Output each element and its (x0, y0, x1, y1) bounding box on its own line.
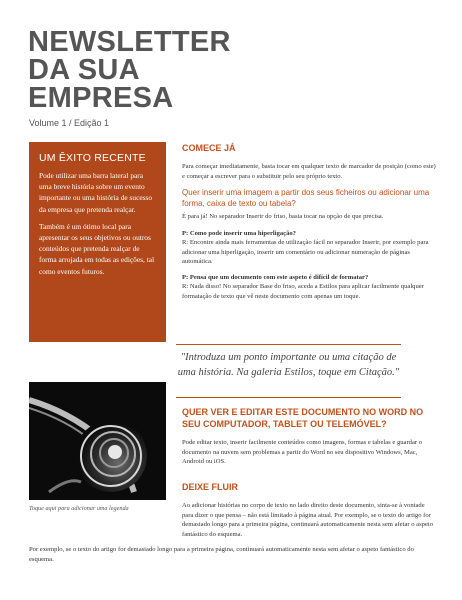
let-it-flow-body[interactable]: Ao adicionar histórias no corpo de texto no lado direito deste documento, sinta-se à vontade para dizer o que pensa – não está limitado à página atual. Por exemplo, se o texto do artigo for demasiado longo para a primeira página, continuará automaticamente nesta sem afetar o aspeto fantástico do esquema. (182, 502, 434, 538)
volume-edition[interactable]: Volume 1 / Edição 1 (29, 118, 110, 128)
answer-1[interactable]: R: Encontre ainda mais ferramentas de utilização fácil no separador Inserir, por exemplo para adicionar uma hiperligação, inserir um comentário ou adicionar numeração de páginas automática. (182, 239, 429, 265)
edit-in-word-body[interactable]: Pode editar texto, inserir facilmente conteúdos como imagens, formas e tabelas e guardar o documento na nuvem sem problemas a partir do Word no seu dispositivo Windows, Mac, Android ou iOS. (182, 439, 423, 465)
sidebar-title: UM ÊXITO RECENTE (39, 152, 146, 164)
sidebar-paragraph-1: Pode utilizar uma barra lateral para uma breve história sobre um evento importante ou uma história de sucesso da empresa que pretenda realçar. (39, 171, 153, 214)
violin-scroll-image[interactable] (29, 382, 166, 500)
violin-scroll-illustration (29, 382, 166, 500)
masthead-line-3: EMPRESA (28, 82, 174, 114)
masthead-line-2: DA SUA (28, 54, 140, 86)
section-edit-in-word (182, 406, 437, 467)
pull-quote-text: "Introduza um ponto importante ou uma citação de uma história. Na galeria Estilos, toque em Citação." (177, 352, 400, 378)
section-get-started (182, 142, 437, 301)
image-caption[interactable]: Toque aqui para adicionar uma legenda (29, 505, 129, 512)
pull-quote[interactable] (176, 344, 401, 398)
insert-image-subheading[interactable]: Quer inserir uma imagem a partir dos seus ficheiros ou adicionar uma forma, caixa de texto ou tabela? (182, 188, 430, 208)
section-let-it-flow (182, 481, 437, 539)
answer-2[interactable]: R: Nada disso! No separador Base do friso, aceda a Estilos para aplicar facilmente qualquer formatação de texto que vê neste documento com apenas um toque. (182, 283, 424, 300)
sidebar-box[interactable] (29, 142, 166, 342)
get-started-body[interactable]: Para começar imediatamente, basta tocar em qualquer texto de marcador de posição (como este) e começar a escrever para o substituir pelo seu próprio texto. (182, 163, 436, 180)
sidebar-paragraph-2: Também é um ótimo local para apresentar os seus objetivos ou outros conteúdos que pretenda realçar de forma arrojada em todas as edições, tal como eventos futuros. (39, 221, 155, 276)
question-2[interactable]: P: Pensa que um documento com este aspeto é difícil de formatar? (182, 273, 369, 281)
section-heading-let-it-flow[interactable]: DEIXE FLUIR (182, 482, 239, 492)
section-heading-get-started[interactable]: COMECE JÁ (182, 143, 236, 153)
section-heading-edit-in-word[interactable]: QUER VER E EDITAR ESTE DOCUMENTO NO WORD NO SEU COMPUTADOR, TABLET OU TELEMÓVEL? (182, 407, 424, 429)
newsletter-masthead[interactable] (28, 28, 428, 112)
question-1[interactable]: P: Como pode inserir uma hiperligação? (182, 229, 296, 237)
masthead-line-1: NEWSLETTER (28, 26, 231, 58)
continued-text (29, 545, 439, 564)
insert-image-body[interactable]: É para já! No separador Inserir do friso, basta tocar na opção de que precisa. (182, 213, 384, 220)
continued-paragraph[interactable]: Por exemplo, se o texto do artigo for demasiado longo para a primeira página, continuará automaticamente nesta sem afetar o aspeto fantástico do esquema. (29, 546, 414, 563)
